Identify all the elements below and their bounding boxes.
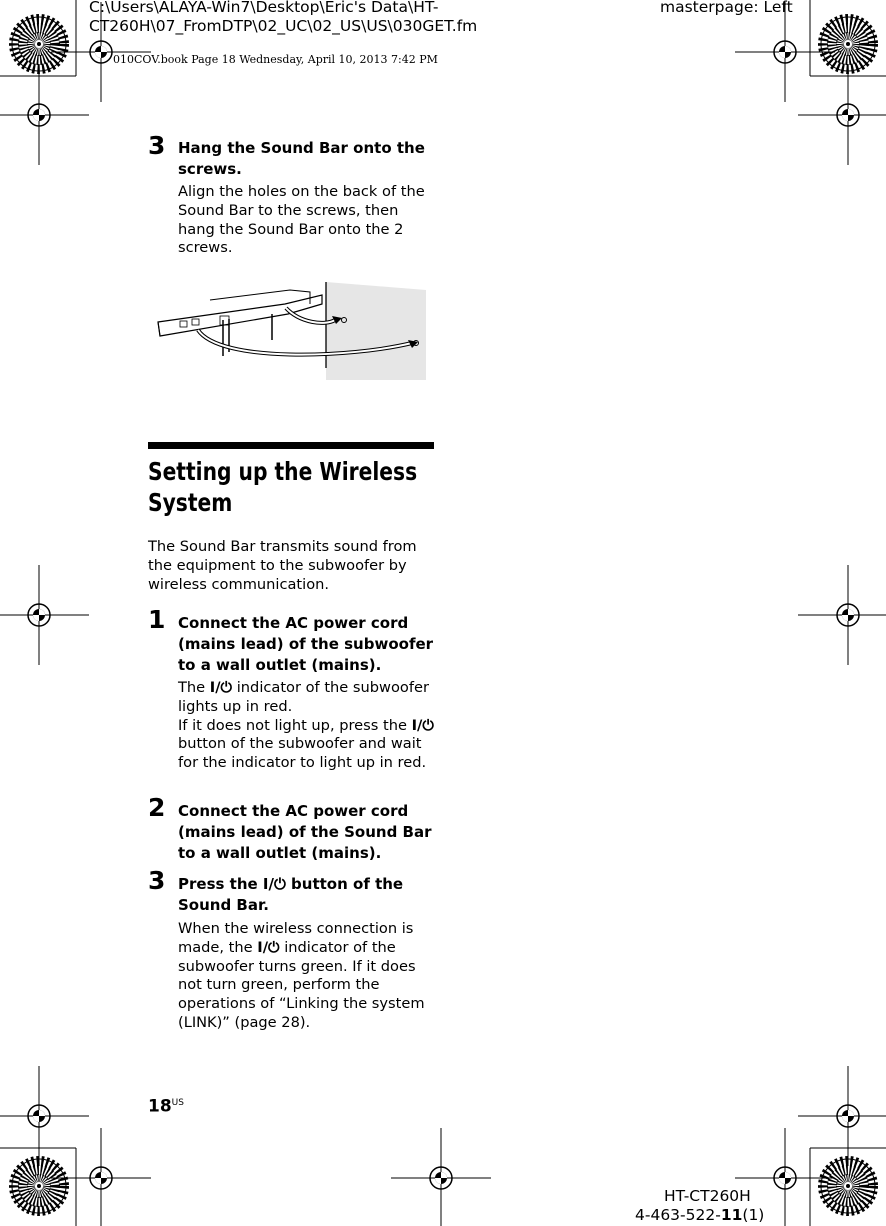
registration-mark-icon <box>798 65 886 165</box>
registration-mark-icon <box>0 565 89 665</box>
step-body: The I/⏻ indicator of the subwoofer lights up in red. If it does not light up, press the I/⏻ button of the subwoofer and wait for the indicator to light up in red. <box>178 679 434 772</box>
color-wheel-icon <box>821 1159 875 1213</box>
model-number: HT-CT260H <box>664 1187 751 1205</box>
registration-mark-icon <box>0 65 89 165</box>
power-symbol: I/⏻ <box>257 938 280 956</box>
registration-mark-icon <box>391 1128 491 1226</box>
color-wheel-icon <box>12 17 66 71</box>
registration-mark-icon <box>798 565 886 665</box>
power-symbol: I/⏻ <box>209 679 233 696</box>
step-body: When the wireless connection is made, the I/⏻ indicator of the subwoofer turns green. If it does not turn green, perform the operations of “Linking the system (LINK)” (page 28). <box>178 920 425 1031</box>
color-wheel-icon <box>821 17 875 71</box>
registration-mark-icon <box>735 2 835 102</box>
page-number: $18^{US}$ <box>148 1096 184 1117</box>
sound-bar-illustration <box>150 278 430 383</box>
step-number: 2 <box>148 793 166 822</box>
step-number: 3 <box>148 866 166 895</box>
step-body: Align the holes on the back of the Sound Bar to the screws, then hang the Sound Bar onto the 2 screws. <box>178 183 425 257</box>
part-number: 4-463-522-11(1) <box>635 1206 765 1224</box>
section-intro: The Sound Bar transmits sound from the equipment to the subwoofer by wireless communication. <box>148 538 417 593</box>
file-path-line-1: C:\Users\ALAYA-Win7\Desktop\Eric's Data\HT- <box>89 0 439 16</box>
section-title: Setting up the Wireless System <box>148 457 418 517</box>
registration-mark-icon <box>798 1066 886 1166</box>
color-wheel-icon <box>12 1159 66 1213</box>
masterpage-label: masterpage: Left <box>660 0 793 16</box>
power-symbol: I/⏻ <box>262 875 286 893</box>
step-heading: Connect the AC power cord (mains lead) of the Sound Bar to a wall outlet (mains). <box>178 802 432 862</box>
registration-mark-icon <box>51 1128 151 1226</box>
book-info: 010COV.book Page 18 Wednesday, April 10, 2013 7:42 PM <box>113 53 438 66</box>
step-heading: Hang the Sound Bar onto the screws. <box>178 139 425 178</box>
step-number: 3 <box>148 131 166 160</box>
step-number: 1 <box>148 605 166 634</box>
step-heading: Press the I/⏻ button of the Sound Bar. <box>178 875 404 914</box>
power-symbol: I/⏻ <box>411 716 434 734</box>
step-heading: Connect the AC power cord (mains lead) of the subwoofer to a wall outlet (mains). <box>178 614 434 674</box>
section-rule <box>148 442 434 449</box>
file-path-line-2: CT260H\07_FromDTP\02_UC\02_US\US\030GET.fm <box>89 17 478 35</box>
